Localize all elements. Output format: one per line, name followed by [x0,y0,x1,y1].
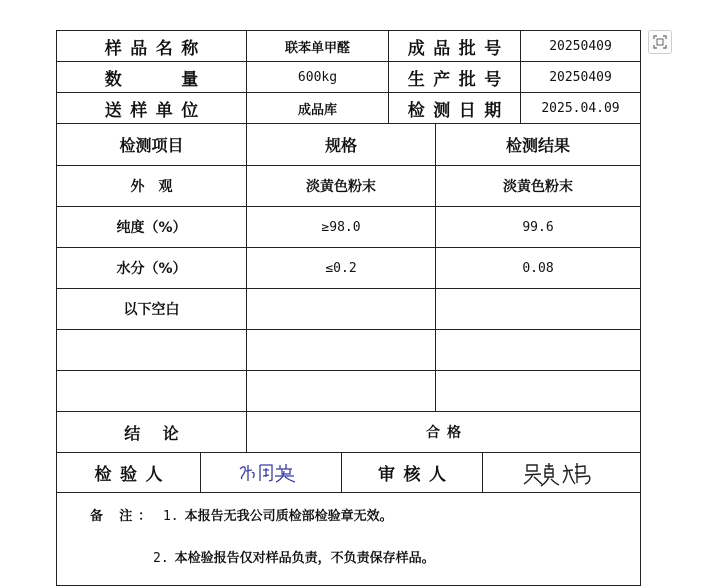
row-result: 淡黄色粉末 [503,179,573,195]
column-header-spec: 规格 [247,124,436,165]
test-date-label: 检测日期 [389,93,521,123]
reviewer-signature [483,453,640,492]
batch-value: 20250409 [549,38,612,54]
row-item: 以下空白 [57,289,247,329]
table-row [57,371,640,412]
signature-row [57,453,640,493]
row-spec: 淡黄色粉末 [247,166,436,206]
row-spec: ≤0.2 [247,248,436,288]
submitting-unit-value: 成品库 [247,93,389,123]
table-row [57,207,640,248]
reviewer-label: 审核人 [342,453,483,492]
header-row-3 [57,93,640,124]
quantity-value: 600kg [247,62,389,92]
row-result [436,289,640,329]
notes-label: 备 注： [90,509,157,524]
row-result: 0.08 [522,260,554,276]
table-header-row [57,124,640,166]
note-number: 1. [162,509,179,524]
table-row [57,248,640,289]
note-number: 2. [153,551,169,566]
header-row-2 [57,62,640,93]
quantity-label: 数 量 [57,62,247,92]
test-date-value: 2025.04.09 [541,100,620,116]
table-row [57,166,640,207]
column-header-result: 检测结果 [505,136,570,155]
column-header-item: 检测项目 [57,124,247,165]
note-text: 本检验报告仅对样品负责，不负责保存样品。 [174,551,435,566]
note-line-2 [153,547,435,566]
row-spec [247,330,436,370]
row-spec [247,371,436,411]
scan-frame-icon[interactable] [648,30,672,54]
row-item: 纯度（%） [57,207,247,247]
sample-name-value: 联苯单甲醛 [247,31,389,61]
row-spec: ≥98.0 [247,207,436,247]
notes-section [57,493,640,586]
row-item [57,330,247,370]
sample-name-label: 样品名称 [57,31,247,61]
conclusion-label: 结论 [57,412,247,452]
row-result [436,371,640,411]
submitting-unit-label: 送样单位 [57,93,247,123]
table-row [57,330,640,371]
note-text: 本报告无我公司质检部检验章无效。 [184,509,393,524]
production-batch-value: 20250409 [549,69,612,85]
row-item: 水分（%） [57,248,247,288]
row-result: 99.6 [522,219,554,235]
reviewer-signature-image [519,457,605,489]
scan-frame-icon-glyph [653,35,667,49]
batch-label: 成品批号 [389,31,521,61]
inspector-signature [201,453,342,492]
inspection-report [56,30,641,586]
table-row [57,289,640,330]
note-line-1 [90,505,393,524]
row-spec [247,289,436,329]
inspector-label: 检验人 [57,453,201,492]
header-row-1 [57,31,640,62]
conclusion-row [57,412,640,453]
inspector-signature-image [236,459,306,487]
production-batch-label: 生产批号 [389,62,521,92]
row-item: 外 观 [57,166,247,206]
conclusion-value: 合格 [426,425,468,441]
row-result [436,330,640,370]
row-item [57,371,247,411]
